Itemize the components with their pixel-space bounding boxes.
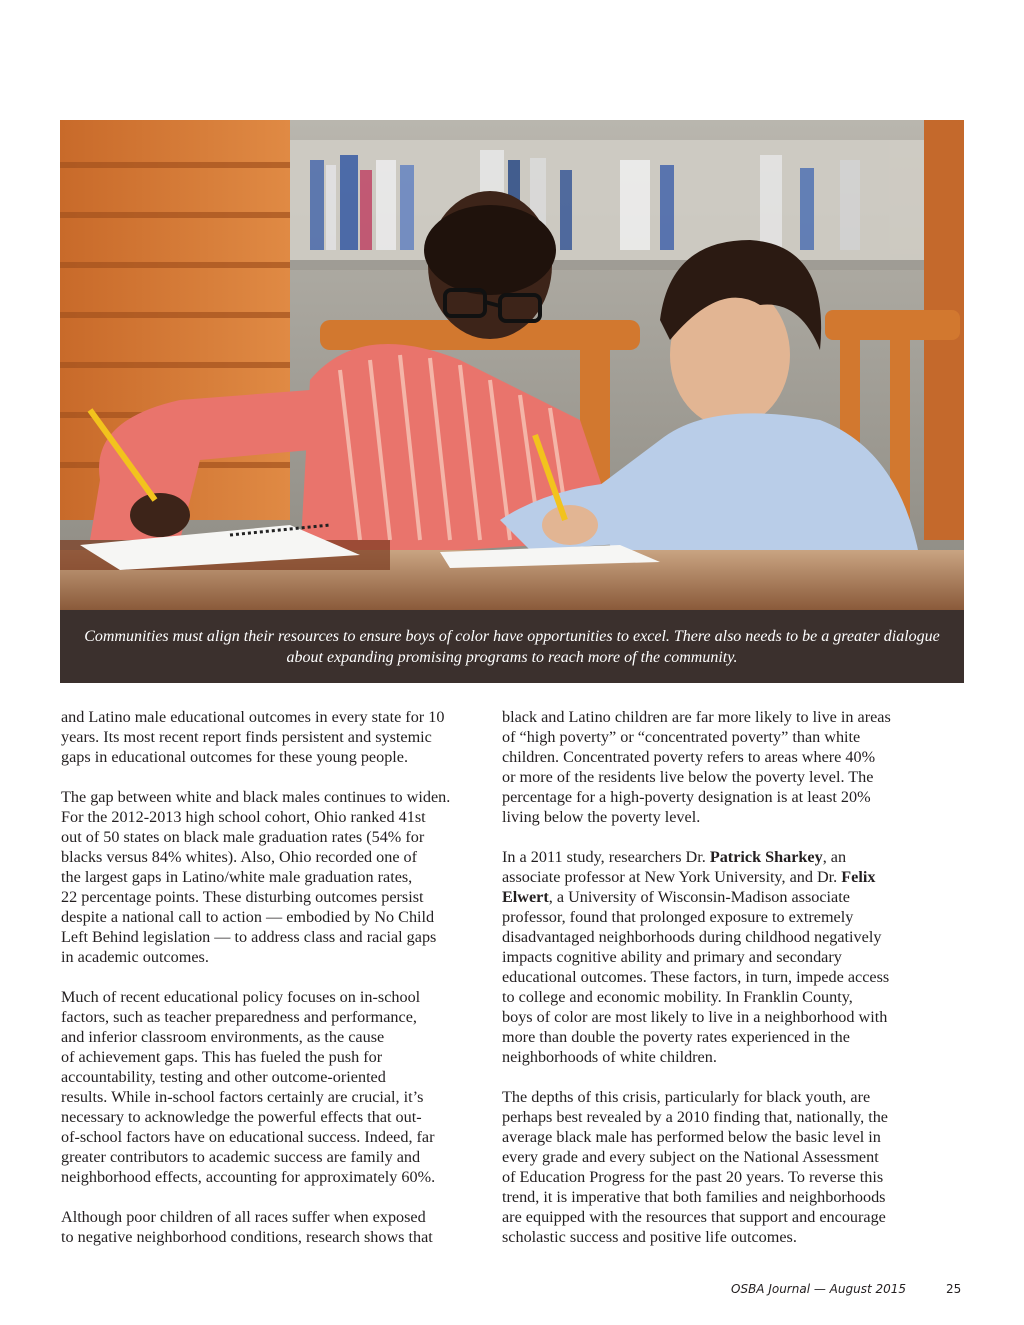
researcher-name-elwert-last: Elwert [502, 888, 549, 906]
right-paragraph-1 [502, 707, 932, 827]
text-line: and Latino male educational outcomes in every state for 10 [61, 708, 445, 726]
page-footer [0, 1282, 1024, 1302]
journal-title: OSBA Journal — August 2015 [731, 1282, 907, 1296]
text-line: gaps in educational outcomes for these young people. [61, 748, 409, 766]
text-line: professor, found that prolonged exposure to extremely [502, 908, 854, 926]
text-run: , a University of Wisconsin-Madison associate [548, 888, 850, 906]
text-line: The depths of this crisis, particularly for black youth, are [502, 1088, 871, 1106]
text-line: every grade and every subject on the National Assessment [502, 1148, 879, 1166]
text-line: results. While in-school factors certainly are crucial, it’s [61, 1088, 424, 1106]
library-scene-illustration [60, 120, 964, 610]
text-line: of Education Progress for the past 20 years. To reverse this [502, 1168, 884, 1186]
text-line [502, 847, 932, 867]
text-line: average black male has performed below the basic level in [502, 1128, 881, 1146]
text-line: Left Behind legislation — to address class and racial gaps [61, 928, 437, 946]
text-line: neighborhood effects, accounting for approximately 60%. [61, 1168, 436, 1186]
text-line: in academic outcomes. [61, 948, 209, 966]
text-line: more than double the poverty rates experienced in the [502, 1028, 850, 1046]
text-run: associate professor at New York University, and Dr. [502, 868, 842, 886]
text-line: despite a national call to action — embodied by No Child [61, 908, 435, 926]
text-line: of achievement gaps. This has fueled the push for [61, 1048, 383, 1066]
text-line [502, 887, 932, 907]
text-line: boys of color are most likely to live in a neighborhood with [502, 1008, 888, 1026]
photo-caption: Communities must align their resources to ensure boys of color have opportunities to excel. There also needs to be a greater dialogue about expanding promising programs to reach more of the community. [84, 627, 940, 666]
right-paragraph-2 [502, 847, 932, 1067]
text-line: accountability, testing and other outcome-oriented [61, 1068, 386, 1086]
left-paragraph-4 [61, 1207, 491, 1247]
text-line: out of 50 states on black male graduation rates (54% for [61, 828, 425, 846]
page-number: 25 [946, 1282, 962, 1296]
text-line: The gap between white and black males continues to widen. [61, 788, 451, 806]
text-line: disadvantaged neighborhoods during childhood negatively [502, 928, 882, 946]
text-line: greater contributors to academic success are family and [61, 1148, 421, 1166]
text-line: blacks versus 84% whites). Also, Ohio recorded one of [61, 848, 418, 866]
text-line: years. Its most recent report finds persistent and systemic [61, 728, 432, 746]
text-line: to negative neighborhood conditions, research shows that [61, 1228, 433, 1246]
text-line: perhaps best revealed by a 2010 finding that, nationally, the [502, 1108, 888, 1126]
text-line: necessary to acknowledge the powerful effects that out- [61, 1108, 422, 1126]
text-line: educational outcomes. These factors, in turn, impede access [502, 968, 890, 986]
text-line: and inferior classroom environments, as the cause [61, 1028, 385, 1046]
text-line: factors, such as teacher preparedness and performance, [61, 1008, 417, 1026]
researcher-name-sharkey: Patrick Sharkey [709, 848, 823, 866]
text-run: In a 2011 study, researchers Dr. [502, 848, 710, 866]
text-line: Much of recent educational policy focuses on in-school [61, 988, 421, 1006]
left-paragraph-2 [61, 787, 491, 967]
text-line: children. Concentrated poverty refers to areas where 40% [502, 748, 876, 766]
text-line: For the 2012-2013 high school cohort, Ohio ranked 41st [61, 808, 426, 826]
text-line: trend, it is imperative that both families and neighborhoods [502, 1188, 886, 1206]
text-line: 22 percentage points. These disturbing outcomes persist [61, 888, 424, 906]
text-line: are equipped with the resources that support and encourage [502, 1208, 886, 1226]
text-run: , an [822, 848, 847, 866]
text-line: to college and economic mobility. In Franklin County, [502, 988, 853, 1006]
text-line: living below the poverty level. [502, 808, 701, 826]
right-column [502, 707, 932, 1267]
photo-caption-bar [60, 610, 964, 683]
right-paragraph-3 [502, 1087, 932, 1247]
text-line: the largest gaps in Latino/white male graduation rates, [61, 868, 413, 886]
researcher-name-elwert-first: Felix [841, 868, 876, 886]
text-line: of “high poverty” or “concentrated poverty” than white [502, 728, 861, 746]
text-line: Although poor children of all races suffer when exposed [61, 1208, 426, 1226]
text-line: of-school factors have on educational success. Indeed, far [61, 1128, 435, 1146]
text-line: neighborhoods of white children. [502, 1048, 717, 1066]
text-line: or more of the residents live below the poverty level. The [502, 768, 874, 786]
text-line: impacts cognitive ability and primary and secondary [502, 948, 842, 966]
left-paragraph-1 [61, 707, 491, 767]
text-line: black and Latino children are far more likely to live in areas [502, 708, 891, 726]
text-line: scholastic success and positive life outcomes. [502, 1228, 797, 1246]
text-line: percentage for a high-poverty designation is at least 20% [502, 788, 871, 806]
article-photo [60, 120, 964, 610]
left-column [61, 707, 491, 1267]
text-line [502, 867, 932, 887]
left-paragraph-3 [61, 987, 491, 1187]
